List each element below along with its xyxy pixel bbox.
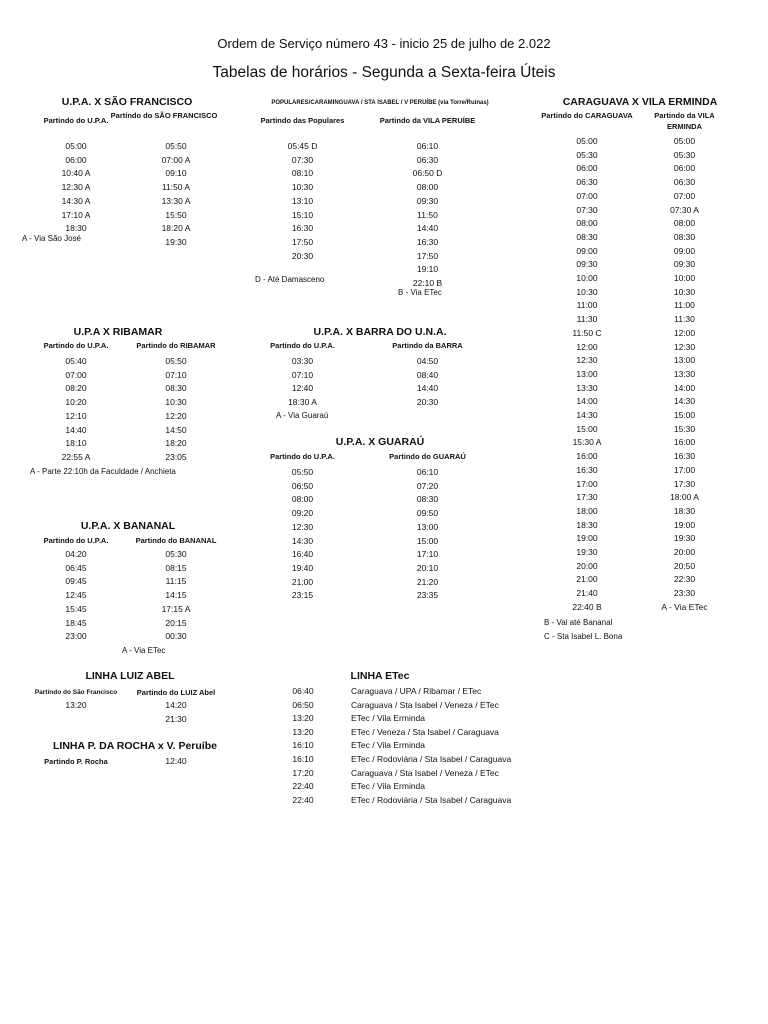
time-cell: 10:00 [673, 273, 696, 283]
time-cell: 15:00 [576, 423, 598, 434]
time-cell: 10:40 A [61, 168, 91, 179]
time-cell: 18:30 [673, 505, 696, 516]
time-cell: 17:00 [576, 478, 598, 489]
column-header: Partindo P. Rocha [44, 757, 108, 766]
time-cell: 05:50 [165, 356, 187, 366]
time-cell: 15:50 [165, 209, 187, 220]
time-cell: 13:00 [673, 355, 696, 366]
time-cell: 23:30 [673, 588, 696, 599]
time-cell: 12:40 [291, 383, 314, 394]
etec-route: Caraguava / UPA / Ribamar / ETec [351, 686, 482, 696]
section-title-ribamar: U.P.A X RIBAMAR [73, 326, 163, 338]
time-cell: 07:00 [576, 190, 598, 201]
time-cell: 16:30 [576, 464, 598, 475]
time-cell: 10:30 [165, 397, 187, 408]
time-cell: 17:30 [673, 478, 696, 489]
time-cell: 10:30 [673, 286, 696, 297]
time-cell: 20:30 [416, 397, 439, 408]
section-title-populares: POPULARES/CARAMINGUAVA / STA ISABEL / V PERUÍBE (via Torre/Ruínas) [271, 100, 489, 106]
time-cell: 08:30 [673, 231, 696, 242]
time-cell: 17:00 [673, 464, 696, 475]
time-cell: 08:00 [291, 494, 314, 505]
time-cell: 18:45 [65, 617, 87, 628]
time-cell: 12:30 [576, 355, 598, 366]
time-cell: 22:10 B [412, 278, 443, 288]
time-cell: 08:00 [673, 218, 696, 229]
time-cell: 06:00 [576, 163, 598, 174]
etec-time: 22:40 [292, 794, 314, 805]
column-header: Partindo do BANANAL [135, 536, 217, 545]
time-cell: 14:30 [291, 535, 314, 546]
time-cell: 20:15 [165, 617, 187, 628]
time-cell: 18:20 A [161, 223, 191, 234]
time-cell: 08:00 [416, 182, 439, 193]
time-cell: 11:50 [417, 209, 438, 220]
etec-time: 17:20 [292, 767, 314, 778]
time-cell: 05:40 [65, 356, 87, 366]
time-cell: 21:00 [576, 574, 598, 585]
time-cell: 23:05 [165, 451, 187, 462]
time-cell: 09:00 [576, 245, 598, 256]
document-title: Ordem de Serviço número 43 - inicio 25 de julho de 2.022 [217, 36, 551, 51]
time-cell: 11:30 [674, 314, 695, 325]
time-cell: 05:30 [165, 549, 187, 559]
column-header: Partindo do LUIZ Abel [136, 688, 216, 697]
etec-time: 13:20 [292, 726, 314, 737]
time-cell: 15:30 [673, 423, 696, 434]
time-cell: 13:00 [576, 368, 598, 379]
time-cell: 06:00 [65, 154, 87, 165]
time-cell: 18:10 [65, 438, 87, 449]
legend-note: C - Sta Isabel L. Bona [544, 632, 623, 641]
time-cell: A - Via ETec [661, 601, 708, 612]
time-cell: 11:15 [165, 576, 187, 587]
time-cell: 05:45 D [287, 141, 318, 151]
time-cell: 11:50 C [572, 327, 602, 338]
time-cell: 22:55 A [61, 451, 91, 462]
column-header: Partindo do U.P.A. [43, 116, 109, 125]
time-cell: 07:30 A [670, 204, 699, 215]
section-title-etec: LINHA ETec [350, 670, 410, 682]
legend-note: B - Vai até Bananal [544, 618, 613, 627]
column-header: Partindo do U.P.A. [43, 341, 109, 350]
time-cell: 10:20 [65, 397, 87, 408]
legend-note: A - Via Guaraú [276, 411, 329, 420]
time-cell: 10:30 [291, 182, 314, 193]
time-cell: 12:40 [165, 756, 187, 766]
time-cell: 16:30 [416, 236, 439, 247]
column-header: Partindo do U.P.A. [270, 341, 335, 350]
time-cell: 18:00 [576, 505, 598, 516]
time-cell: 15:30 A [572, 437, 602, 448]
time-cell: 09:20 [291, 508, 314, 519]
time-cell: 05:30 [673, 149, 696, 160]
etec-time: 06:40 [292, 686, 314, 696]
time-cell: 17:50 [416, 250, 439, 261]
time-cell: 07:00 A [161, 154, 191, 165]
time-cell: 06:30 [576, 177, 598, 188]
time-cell: 17:50 [291, 236, 314, 247]
time-cell: 22:30 [673, 574, 696, 585]
time-cell: 09:00 [673, 245, 696, 256]
section-title-sao-francisco: U.P.A. X SÃO FRANCISCO [61, 96, 193, 108]
time-cell: 04:20 [65, 549, 87, 559]
legend-note: A - Via ETec [122, 646, 166, 655]
time-cell: 23:00 [65, 631, 87, 642]
time-cell: 13:30 [576, 382, 598, 393]
time-cell: 10:30 [576, 286, 598, 297]
time-cell: 21:30 [165, 713, 187, 724]
time-cell: 06:50 [291, 480, 314, 491]
time-cell: 00:30 [165, 631, 187, 642]
time-cell: 18:30 [576, 519, 598, 530]
time-cell: 21:40 [576, 588, 598, 599]
time-cell: 06:30 [416, 154, 439, 165]
column-header: Partindo do SÃO FRANCISCO [110, 111, 218, 120]
etec-route: ETec / Vila Erminda [351, 740, 426, 751]
section-title-guarau: U.P.A. X GUARAÚ [335, 436, 425, 448]
time-cell: 12:00 [576, 341, 598, 352]
time-cell: 17:15 A [161, 603, 191, 614]
column-header: Partindo do São Francisco [34, 689, 118, 696]
time-cell: 16:00 [673, 437, 696, 448]
time-cell: 13:10 [291, 195, 314, 206]
column-header: Partindo do RIBAMAR [136, 341, 216, 350]
time-cell: 14:30 A [61, 195, 91, 206]
time-cell: 18:00 A [670, 492, 699, 503]
column-header: Partindo do CARAGUAVA [541, 111, 633, 120]
etec-time: 06:50 [292, 699, 314, 710]
time-cell: 09:30 [576, 259, 598, 270]
etec-time: 16:10 [292, 754, 314, 764]
etec-route: ETec / Vila Erminda [351, 781, 426, 792]
time-cell: 07:10 [291, 369, 314, 380]
time-cell: 14:40 [65, 424, 87, 435]
etec-time: 13:20 [292, 713, 314, 724]
legend-note: D - Até Damasceno [255, 275, 325, 284]
time-cell: 09:45 [65, 576, 87, 587]
time-cell: 14:20 [165, 700, 187, 710]
time-cell: 09:50 [416, 508, 439, 519]
time-cell: 05:50 [165, 141, 187, 151]
time-cell: 18:30 [65, 223, 87, 234]
time-cell: 06:30 [673, 177, 696, 188]
time-cell: 08:30 [576, 231, 598, 242]
etec-route: Caraguava / Sta Isabel / Veneza / ETec [351, 767, 499, 778]
column-header: Partindo do U.P.A. [270, 452, 335, 461]
time-cell: 13:30 [673, 368, 696, 379]
time-cell: 20:00 [576, 560, 598, 571]
time-cell: 14:00 [576, 396, 598, 407]
time-cell: 08:30 [416, 494, 439, 505]
time-cell: 23:15 [291, 590, 314, 601]
time-cell: 14:50 [165, 424, 187, 435]
time-cell: 19:10 [416, 264, 439, 275]
time-cell: 05:00 [65, 141, 87, 151]
time-cell: 05:50 [291, 467, 314, 477]
time-cell: 13:00 [416, 521, 439, 532]
time-cell: 19:00 [576, 533, 598, 544]
time-cell: 14:30 [673, 396, 696, 407]
etec-time: 22:40 [292, 781, 314, 792]
time-cell: 12:30 A [61, 182, 91, 193]
time-cell: 07:00 [673, 190, 696, 201]
time-cell: 14:30 [576, 410, 598, 420]
column-header: Partindo do GUARAÚ [389, 452, 466, 461]
time-cell: 22:40 B [572, 601, 602, 612]
time-cell: 08:15 [165, 562, 187, 573]
time-cell: 20:50 [673, 560, 696, 571]
column-header: Partindo da BARRA [392, 341, 463, 350]
time-cell: 13:20 [65, 700, 87, 710]
section-title-caraguava: CARAGUAVA X VILA ERMINDA [562, 96, 718, 108]
time-cell: 16:40 [291, 549, 314, 560]
time-cell: 18:20 [165, 438, 187, 449]
time-cell: 11:50 A [161, 182, 191, 193]
time-cell: 19:30 [165, 236, 187, 247]
time-cell: 16:30 [673, 451, 696, 462]
time-cell: 15:00 [416, 535, 439, 546]
time-cell: 07:30 [291, 154, 314, 165]
time-cell: 14:40 [416, 383, 439, 394]
time-cell: 09:30 [673, 259, 696, 270]
time-cell: 14:40 [416, 223, 439, 234]
time-cell: 05:30 [576, 149, 598, 160]
etec-route: Caraguava / Sta Isabel / Veneza / ETec [351, 699, 499, 710]
time-cell: 20:00 [673, 547, 696, 557]
section-title-bananal: U.P.A. X BANANAL [80, 520, 176, 532]
legend-note: A - Parte 22:10h da Faculdade / Anchieta [30, 467, 176, 476]
time-cell: 11:00 [576, 300, 598, 311]
time-cell: 17:30 [576, 492, 598, 503]
time-cell: 16:30 [291, 223, 314, 234]
time-cell: 15:00 [673, 410, 696, 420]
time-cell: 17:10 [416, 549, 439, 560]
time-cell: 23:35 [416, 590, 439, 601]
column-header: Partindo da VILA ERMINDA [654, 111, 715, 131]
time-cell: 19:00 [673, 519, 696, 530]
time-cell: 07:10 [165, 369, 187, 380]
time-cell: 15:10 [291, 209, 314, 220]
etec-route: ETec / Vila Erminda [351, 713, 426, 724]
time-cell: 03:30 [291, 356, 314, 366]
time-cell: 21:00 [291, 576, 314, 587]
time-cell: 17:10 A [61, 209, 91, 220]
time-cell: 06:10 [416, 467, 439, 477]
time-cell: 12:45 [65, 590, 87, 601]
time-cell: 07:20 [416, 480, 439, 491]
time-cell: 10:00 [576, 273, 598, 283]
time-cell: 11:00 [674, 300, 695, 311]
time-cell: 20:30 [291, 250, 314, 261]
time-cell: 13:30 A [161, 195, 191, 206]
time-cell: 12:00 [673, 327, 696, 338]
time-cell: 19:30 [673, 533, 696, 544]
document-subtitle: Tabelas de horários - Segunda a Sexta-feira Úteis [212, 64, 556, 81]
section-title-p-rocha: LINHA P. DA ROCHA x V. Peruíbe [53, 740, 217, 752]
time-cell: 19:40 [291, 562, 314, 573]
column-header: Partindo do U.P.A. [43, 536, 109, 545]
time-cell: 09:30 [416, 195, 439, 206]
time-cell: 07:30 [576, 204, 598, 215]
time-cell: 14:00 [673, 382, 696, 393]
time-cell: 12:10 [65, 410, 87, 421]
time-cell: 05:00 [576, 136, 598, 146]
time-cell: 19:30 [576, 547, 598, 557]
column-header: Partindo da VILA PERUÍBE [379, 116, 476, 125]
time-cell: 08:20 [65, 383, 87, 394]
time-cell: 08:40 [416, 369, 439, 380]
etec-route: ETec / Rodoviária / Sta Isabel / Caraguava [351, 794, 512, 805]
time-cell: 21:20 [416, 576, 439, 587]
legend-note: A - Via São José [22, 234, 81, 243]
time-cell: 18:30 A [288, 397, 317, 408]
etec-route: ETec / Veneza / Sta Isabel / Caraguava [351, 726, 499, 737]
etec-route: ETec / Rodoviária / Sta Isabel / Caraguava [351, 754, 512, 764]
time-cell: 06:45 [65, 562, 87, 573]
time-cell: 07:00 [65, 369, 87, 380]
time-cell: 05:00 [673, 136, 696, 146]
section-title-luiz-abel: LINHA LUIZ ABEL [85, 670, 175, 682]
time-cell: 04:50 [416, 356, 439, 366]
time-cell: 20:10 [416, 562, 439, 573]
time-cell: 12:30 [673, 341, 696, 352]
time-cell: 16:00 [576, 451, 598, 462]
time-cell: 08:30 [165, 383, 187, 394]
section-title-barra: U.P.A. X BARRA DO U.N.A. [313, 326, 447, 338]
time-cell: 11:30 [576, 314, 598, 325]
time-cell: 14:15 [165, 590, 187, 601]
column-header: Partindo das Populares [260, 116, 345, 125]
time-cell: 08:00 [576, 218, 598, 229]
time-cell: 15:45 [65, 603, 87, 614]
time-cell: 06:10 [416, 141, 439, 151]
legend-note: B - Via ETec [398, 288, 442, 297]
time-cell: 06:50 D [412, 168, 443, 179]
time-cell: 09:10 [165, 168, 187, 179]
etec-time: 16:10 [292, 740, 314, 751]
time-cell: 08:10 [291, 168, 314, 179]
time-cell: 12:30 [291, 521, 314, 532]
time-cell: 06:00 [673, 163, 696, 174]
time-cell: 12:20 [165, 410, 187, 421]
